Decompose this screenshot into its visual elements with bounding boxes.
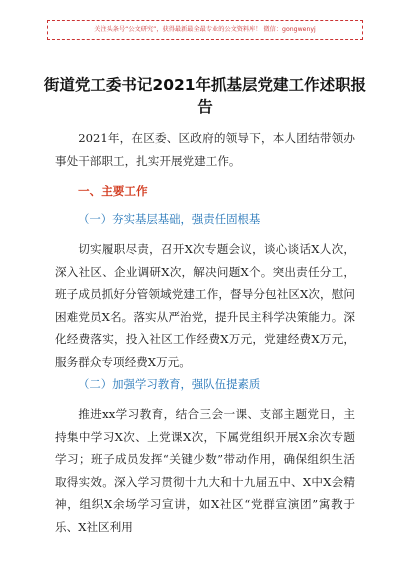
intro-paragraph: 2021年，在区委、区政府的领导下，本人团结带领办事处干部职工，扎实开展党建工作。 (55, 131, 355, 168)
subsection-heading-1: （一）夯实基层基础，强责任固根基 (78, 212, 261, 226)
paragraph-1: 切实履职尽责，召开X次专题会议，谈心谈话X人次，深入社区、企业调研X次，解决问题X个。突出责任分工，班子成员抓好分管领域党建工作，督导分包社区X次，慰问困难党员X名。落实从严治党，提升民主科学决策能力。深化经费落实，投入社区工作经费X万元，党建经费X万元，服务群众专项经费X万元。 (55, 242, 355, 369)
top-banner: 关注头条号“公文研究”，获得最新最全最专业的公文资料库！ 微信：gongwenyj (47, 20, 363, 40)
section-heading-main-work: 一、主要工作 (78, 184, 148, 198)
subsection-heading-2: （二）加强学习教育，强队伍提素质 (78, 377, 261, 391)
document-title: 街道党工委书记2021年抓基层党建工作述职报告 (43, 76, 367, 116)
paragraph-2: 推进xx学习教育，结合三会一课、支部主题党日，主持集中学习X次、上党课X次，下属党组织开展X余次专题学习；班子成员发挥“关键少数”带动作用，确保组织生活取得实效。深入学习贯彻十九大和十九届五中、X中X会精神，组织X余场学习宣讲，如X社区“党群宣演团”寓教于乐、X社区利用 (55, 407, 355, 534)
